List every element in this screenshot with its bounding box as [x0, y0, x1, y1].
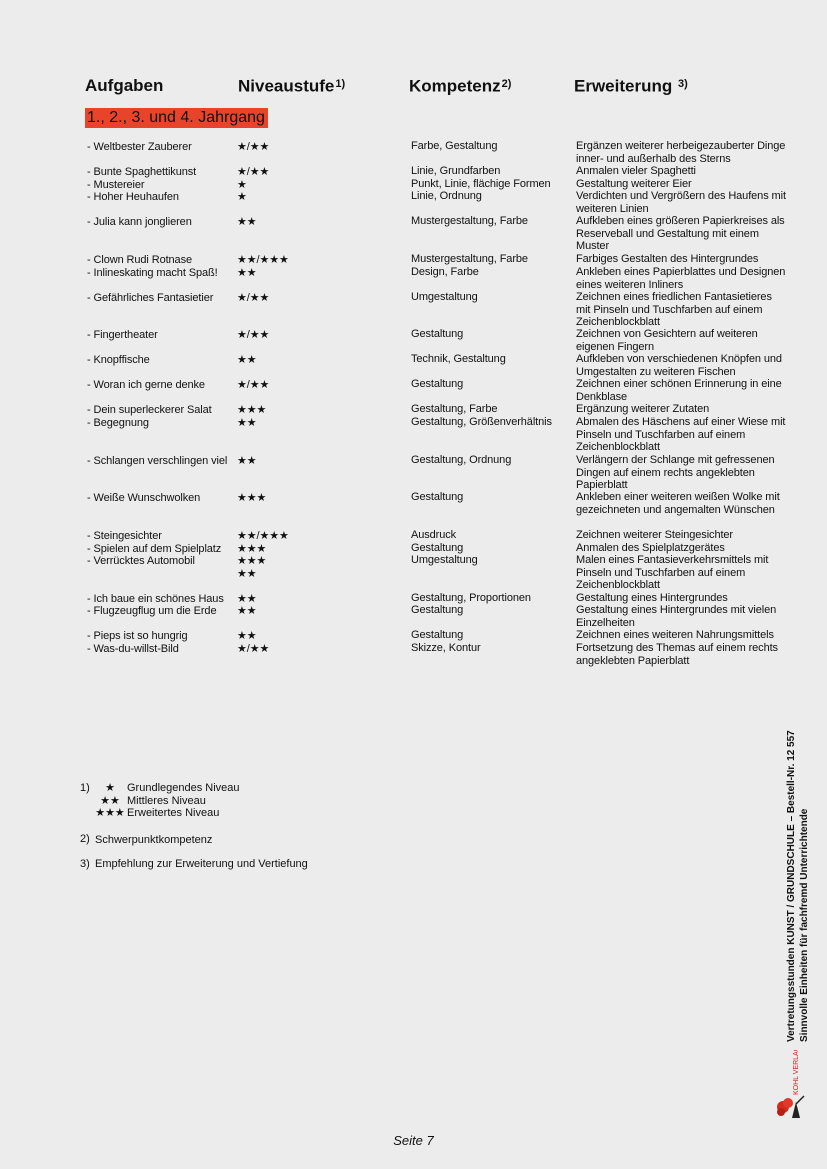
task-erweiterung: Zeichnen einer schönen Erinnerung in eine Denkblase [576, 378, 782, 403]
side-line-2: Sinnvolle Einheiten für fachfremd Unterrichtende [799, 808, 810, 1042]
header-niveau-sup: 1) [335, 78, 346, 90]
task-erweiterung: Aufkleben eines größeren Papierkreises als Reserveball und Gestaltung mit einem Muster [576, 215, 785, 252]
task-niveau: ★★★ ★★ [237, 555, 267, 580]
level-1-label: Grundlegendes Niveau [127, 782, 240, 794]
task-niveau: ★★★ [237, 492, 267, 504]
header-niveau-label: Niveaustufe [238, 76, 335, 96]
level-2-stars: ★★ [100, 795, 120, 807]
task-niveau: ★/★★ [237, 329, 270, 341]
task-kompetenz: Skizze, Kontur [411, 642, 481, 654]
task-niveau: ★/★★ [237, 166, 270, 178]
task-name: - Clown Rudi Rotnase [87, 254, 192, 266]
task-name: - Gefährliches Fantasietier [87, 292, 214, 304]
task-niveau: ★ [237, 191, 247, 203]
task-niveau: ★★ [237, 593, 257, 605]
header-kompetenz [409, 76, 511, 97]
task-kompetenz: Punkt, Linie, flächige Formen [411, 178, 551, 190]
task-erweiterung: Anmalen des Spielplatzgerätes [576, 542, 725, 554]
task-name: - Verrücktes Automobil [87, 555, 195, 567]
task-kompetenz: Gestaltung, Ordnung [411, 454, 512, 466]
task-erweiterung: Ergänzung weiterer Zutaten [576, 403, 710, 415]
task-erweiterung: Ergänzen weiterer herbeigezauberter Dinge inner- und außerhalb des Sterns [576, 140, 786, 165]
task-kompetenz: Technik, Gestaltung [411, 353, 506, 365]
grade-banner: 1., 2., 3. und 4. Jahrgang [85, 108, 268, 128]
task-niveau: ★★/★★★ [237, 530, 289, 542]
task-kompetenz: Umgestaltung [411, 291, 478, 303]
task-erweiterung: Aufkleben von verschiedenen Knöpfen und Umgestalten zu weiteren Fischen [576, 353, 782, 378]
task-erweiterung: Farbiges Gestalten des Hintergrundes [576, 253, 759, 265]
task-kompetenz: Gestaltung [411, 378, 464, 390]
task-niveau: ★/★★ [237, 643, 270, 655]
footnote-1-marker: 1) [80, 782, 90, 794]
task-kompetenz: Linie, Grundfarben [411, 165, 501, 177]
task-erweiterung: Gestaltung weiterer Eier [576, 178, 692, 190]
task-erweiterung: Zeichnen eines weiteren Nahrungsmittels [576, 629, 774, 641]
task-kompetenz: Design, Farbe [411, 266, 479, 278]
task-name: - Ich baue ein schönes Haus [87, 593, 224, 605]
side-publication-info [785, 702, 811, 1042]
tree-logo-icon [774, 1050, 810, 1120]
header-kompetenz-sup: 2) [501, 78, 512, 90]
level-3-stars: ★★★ [95, 807, 125, 819]
task-name: - Knopffische [87, 354, 150, 366]
task-niveau: ★★ [237, 630, 257, 642]
task-name: - Weiße Wunschwolken [87, 492, 201, 504]
task-kompetenz: Gestaltung, Farbe [411, 403, 498, 415]
task-niveau: ★ [237, 179, 247, 191]
task-name: - Weltbester Zauberer [87, 141, 192, 153]
task-niveau: ★/★★ [237, 379, 270, 391]
task-erweiterung: Ankleben eines Papierblattes und Designen eines weiteren Inliners [576, 266, 786, 291]
task-erweiterung: Zeichnen eines friedlichen Fantasietieres mit Pinseln und Tuschfarben auf einem Zeichenblockblatt [576, 291, 772, 328]
task-name: - Mustereier [87, 179, 145, 191]
footnote-2-text: Schwerpunktkompetenz [95, 834, 213, 846]
task-niveau: ★★ [237, 455, 257, 467]
task-niveau: ★★ [237, 605, 257, 617]
level-3-label: Erweitertes Niveau [127, 807, 220, 819]
level-2-label: Mittleres Niveau [127, 795, 206, 807]
task-kompetenz: Gestaltung [411, 542, 464, 554]
header-erweiterung [574, 76, 688, 97]
task-erweiterung: Gestaltung eines Hintergrundes mit vielen Einzelheiten [576, 604, 777, 629]
task-name: - Was-du-willst-Bild [87, 643, 179, 655]
task-kompetenz: Gestaltung [411, 604, 464, 616]
header-aufgaben: Aufgaben [85, 76, 164, 95]
task-name: - Dein superleckerer Salat [87, 404, 212, 416]
task-name: - Hoher Heuhaufen [87, 191, 179, 203]
task-niveau: ★/★★ [237, 292, 270, 304]
level-1-stars: ★ [105, 782, 115, 794]
side-line-1: Vertretungsstunden KUNST / GRUNDSCHULE – Bestell-Nr. 12 557 [786, 730, 797, 1042]
task-name: - Julia kann jonglieren [87, 216, 192, 228]
task-erweiterung: Zeichnen weiterer Steingesichter [576, 529, 733, 541]
header-niveau [238, 76, 345, 97]
task-erweiterung: Malen eines Fantasieverkehrsmittels mit Pinseln und Tuschfarben auf einem Zeichenblockblatt [576, 554, 769, 591]
task-kompetenz: Gestaltung, Proportionen [411, 592, 531, 604]
footnote-3-marker: 3) [80, 858, 90, 870]
header-erweiterung-sup: 3) [677, 78, 688, 90]
task-kompetenz: Farbe, Gestaltung [411, 140, 498, 152]
task-name: - Flugzeugflug um die Erde [87, 605, 217, 617]
task-erweiterung: Fortsetzung des Themas auf einem rechts angeklebten Papierblatt [576, 642, 778, 667]
task-name: - Bunte Spaghettikunst [87, 166, 197, 178]
task-niveau: ★★ [237, 417, 257, 429]
task-erweiterung: Zeichnen von Gesichtern auf weiteren eigenen Fingern [576, 328, 758, 353]
task-niveau: ★★ [237, 267, 257, 279]
task-name: - Fingertheater [87, 329, 158, 341]
footnote-2-marker: 2) [80, 833, 90, 845]
task-kompetenz: Ausdruck [411, 529, 457, 541]
task-name: - Inlineskating macht Spaß! [87, 267, 218, 279]
task-niveau: ★★★ [237, 543, 267, 555]
task-kompetenz: Mustergestaltung, Farbe [411, 215, 528, 227]
header-kompetenz-label: Kompetenz [409, 76, 501, 96]
footnote-3-text: Empfehlung zur Erweiterung und Vertiefung [95, 858, 308, 870]
task-name: - Woran ich gerne denke [87, 379, 205, 391]
task-name: - Begegnung [87, 417, 149, 429]
task-kompetenz: Gestaltung [411, 491, 464, 503]
publisher-logo [774, 1050, 810, 1120]
task-kompetenz: Linie, Ordnung [411, 190, 482, 202]
task-kompetenz: Mustergestaltung, Farbe [411, 253, 528, 265]
task-name: - Spielen auf dem Spielplatz [87, 543, 222, 555]
task-erweiterung: Anmalen vieler Spaghetti [576, 165, 696, 177]
task-kompetenz: Gestaltung [411, 629, 464, 641]
task-niveau: ★/★★ [237, 141, 270, 153]
task-niveau: ★★★ [237, 404, 267, 416]
task-name: - Schlangen verschlingen viel [87, 455, 228, 467]
task-niveau: ★★ [237, 216, 257, 228]
task-kompetenz: Umgestaltung [411, 554, 478, 566]
task-name: - Steingesichter [87, 530, 162, 542]
task-erweiterung: Abmalen des Häschens auf einer Wiese mit Pinseln und Tuschfarben auf einem Zeichenblockblatt [576, 416, 786, 453]
task-name: - Pieps ist so hungrig [87, 630, 188, 642]
task-erweiterung: Verdichten und Vergrößern des Haufens mit weiteren Linien [576, 190, 786, 215]
page-number: Seite 7 [393, 1133, 434, 1148]
task-niveau: ★★/★★★ [237, 254, 289, 266]
task-kompetenz: Gestaltung, Größenverhältnis [411, 416, 552, 428]
task-erweiterung: Ankleben einer weiteren weißen Wolke mit gezeichneten und angemalten Wünschen [576, 491, 780, 516]
task-erweiterung: Verlängern der Schlange mit gefressenen Dingen auf einem rechts angeklebten Papierblatt [576, 454, 775, 491]
logo-text: KOHL VERLAG [793, 1050, 800, 1095]
task-kompetenz: Gestaltung [411, 328, 464, 340]
task-erweiterung: Gestaltung eines Hintergrundes [576, 592, 728, 604]
header-erweiterung-label: Erweiterung [574, 76, 673, 96]
task-niveau: ★★ [237, 354, 257, 366]
